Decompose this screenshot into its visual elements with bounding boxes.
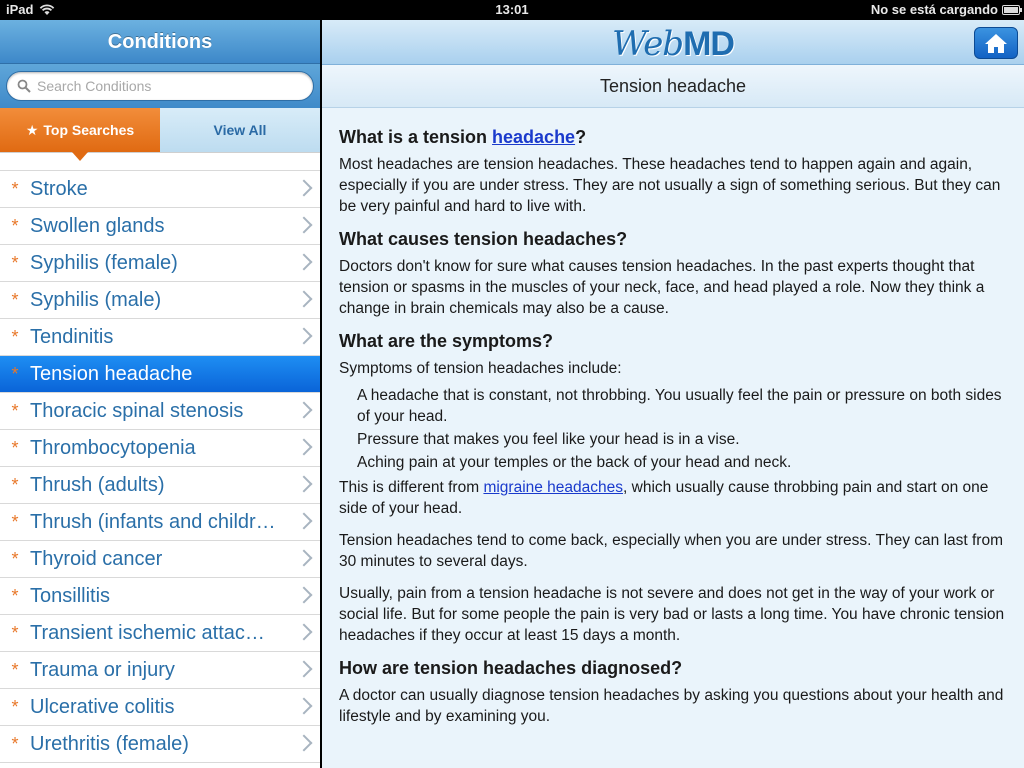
list-item-label: Thrush (adults) (30, 473, 165, 496)
chevron-right-icon (296, 291, 313, 308)
paragraph-migraine (339, 477, 1006, 519)
list-item[interactable] (0, 245, 320, 282)
paragraph-migraine-suffix: , which usually cause throbbing pain and start on one side of your head. (339, 479, 989, 517)
list-spacer (0, 153, 320, 171)
conditions-panel (0, 20, 320, 768)
star-icon: * (11, 252, 19, 273)
chevron-right-icon (296, 476, 313, 493)
conditions-list (0, 171, 320, 763)
star-icon: * (11, 696, 19, 717)
battery-icon (1002, 5, 1020, 15)
chevron-right-icon (296, 661, 313, 678)
star-icon: * (11, 400, 19, 421)
list-item[interactable] (0, 356, 320, 393)
paragraph-migraine-prefix: This is different from (339, 479, 484, 496)
chevron-right-icon (296, 439, 313, 456)
symptoms-list (339, 385, 1006, 473)
symptom-item: Pressure that makes you feel like your head is in a vise. (357, 431, 740, 448)
list-item-label: Tendinitis (30, 325, 114, 348)
star-icon: * (11, 659, 19, 680)
list-item-label: Tension headache (30, 362, 193, 385)
migraine-link[interactable]: migraine headaches (483, 479, 624, 496)
star-icon: * (11, 437, 19, 458)
list-item[interactable] (0, 578, 320, 615)
list-item[interactable] (0, 467, 320, 504)
paragraph-diagnosis: A doctor can usually diagnose tension headaches by asking you questions about your health and lifestyle and by examining you. (339, 687, 1004, 725)
list-item[interactable] (0, 689, 320, 726)
list-item-label: Thoracic spinal stenosis (30, 399, 244, 422)
heading-what-is (339, 126, 1006, 148)
list-item-label: Stroke (30, 177, 88, 200)
search-bar (0, 64, 320, 108)
top-nav-bar (322, 20, 1024, 65)
list-item[interactable] (0, 504, 320, 541)
list-item-label: Thrush (infants and childr… (30, 510, 276, 533)
search-box[interactable] (6, 71, 314, 101)
conditions-title: Conditions (0, 20, 320, 64)
logo-web: Web (612, 24, 684, 64)
heading-diagnosis: How are tension headaches diagnosed? (339, 658, 683, 678)
star-icon: ★ (25, 121, 39, 138)
tab-view-all[interactable] (160, 108, 320, 152)
chevron-right-icon (296, 550, 313, 567)
chevron-right-icon (296, 217, 313, 234)
list-item-label: Tonsillitis (30, 584, 111, 607)
tab-top-searches[interactable] (0, 108, 160, 152)
tab-top-searches-label: Top Searches (43, 122, 135, 138)
list-item[interactable] (0, 615, 320, 652)
search-input[interactable] (37, 78, 297, 94)
chevron-right-icon (296, 587, 313, 604)
list-item[interactable] (0, 430, 320, 467)
star-icon: * (11, 585, 19, 606)
star-icon: * (11, 622, 19, 643)
list-item-label: Swollen glands (30, 214, 165, 237)
article-body (322, 108, 1024, 727)
list-item[interactable] (0, 541, 320, 578)
paragraph-symptoms-intro: Symptoms of tension headaches include: (339, 360, 622, 377)
list-item[interactable] (0, 319, 320, 356)
star-icon: * (11, 474, 19, 495)
heading-what-is-text: What is a tension (339, 127, 493, 147)
star-icon: * (11, 511, 19, 532)
star-icon: * (11, 733, 19, 754)
paragraph-duration: Tension headaches tend to come back, especially when you are under stress. They can last from 30 minutes to several days. (339, 532, 1003, 570)
chevron-right-icon (296, 180, 313, 197)
list-item-label: Syphilis (female) (30, 251, 178, 274)
chevron-right-icon (296, 624, 313, 641)
list-item[interactable] (0, 171, 320, 208)
star-icon: * (11, 215, 19, 236)
list-item-label: Syphilis (male) (30, 288, 162, 311)
list-item[interactable] (0, 726, 320, 763)
list-item-label: Trauma or injury (30, 658, 175, 681)
list-item-label: Thrombocytopenia (30, 436, 196, 459)
heading-causes: What causes tension headaches? (339, 229, 628, 249)
paragraph-intro: Most headaches are tension headaches. These headaches tend to happen again and again, especially if you are under stress. They are not usually a sign of something serious. But they can be very painful and hard to live with. (339, 156, 1001, 215)
chevron-right-icon (296, 698, 313, 715)
search-icon (17, 79, 31, 93)
chevron-right-icon (296, 735, 313, 752)
heading-symptoms: What are the symptoms? (339, 331, 554, 351)
star-icon: * (11, 289, 19, 310)
charging-status: No se está cargando (870, 2, 998, 17)
device-name: iPad (6, 2, 34, 17)
list-item-label: Transient ischemic attac… (30, 621, 265, 644)
chevron-right-icon (296, 513, 313, 530)
status-time: 13:01 (495, 2, 529, 17)
logo-md: MD (683, 25, 734, 63)
star-icon: * (11, 363, 19, 384)
chevron-right-icon (296, 328, 313, 345)
star-icon: * (11, 178, 19, 199)
chevron-right-icon (296, 254, 313, 271)
chevron-right-icon (296, 402, 313, 419)
home-button[interactable] (974, 27, 1018, 59)
star-icon: * (11, 548, 19, 569)
list-item-label: Thyroid cancer (30, 547, 163, 570)
list-item-label: Ulcerative colitis (30, 695, 175, 718)
headache-link[interactable]: headache (492, 127, 576, 147)
paragraph-severity: Usually, pain from a tension headache is not severe and does not get in the way of your work or social life. But for some people the pain is very bad or lasts a long time. You have chronic tension headaches if they occur at least 15 days a month. (339, 585, 1005, 644)
list-item[interactable] (0, 208, 320, 245)
list-item[interactable] (0, 393, 320, 430)
paragraph-causes: Doctors don't know for sure what causes tension headaches. In the past experts thought that tension or spasms in the muscles of your neck, face, and head played a role. Now they think a change in brain chemicals may also be a cause. (339, 258, 985, 317)
home-icon (983, 32, 1009, 54)
list-item[interactable] (0, 652, 320, 689)
symptom-item: A headache that is constant, not throbbing. You usually feel the pain or pressure on both sides of your head. (357, 387, 1002, 425)
star-icon: * (11, 326, 19, 347)
segmented-control (0, 108, 320, 153)
list-item-label: Urethritis (female) (30, 732, 189, 755)
tab-view-all-label: View All (213, 122, 267, 138)
article-panel (322, 20, 1024, 768)
heading-what-is-suffix: ? (575, 127, 587, 147)
symptom-item: Aching pain at your temples or the back of your head and neck. (357, 454, 792, 471)
webmd-logo (322, 24, 1024, 64)
status-bar (0, 0, 1024, 20)
list-item[interactable] (0, 282, 320, 319)
article-subtitle: Tension headache (322, 65, 1024, 108)
